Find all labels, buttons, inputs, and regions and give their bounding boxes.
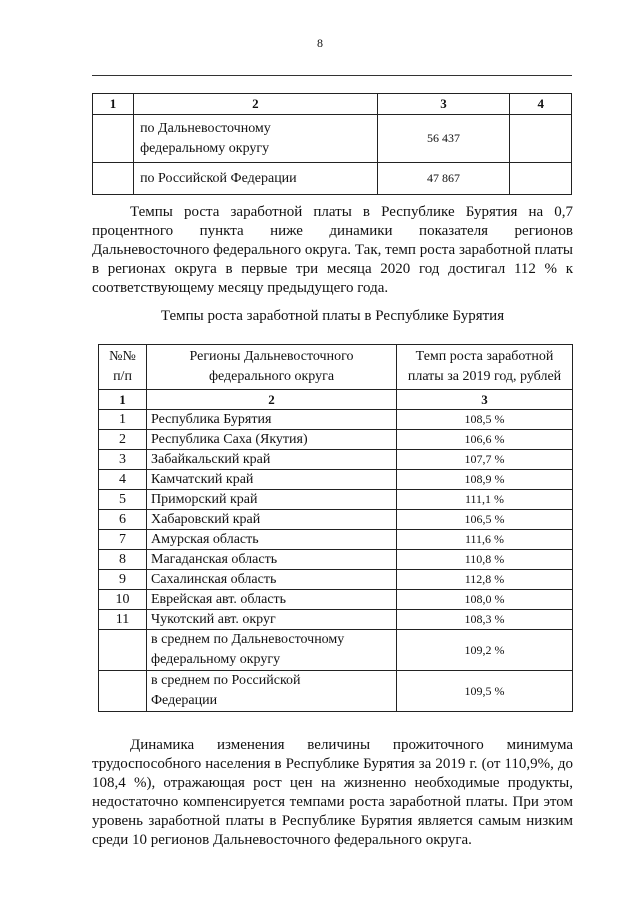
column-number-row <box>99 390 573 410</box>
region-cell: Еврейская авт. область <box>147 590 397 610</box>
row-number: 2 <box>99 430 147 450</box>
header-line: платы за 2019 год, рублей <box>407 369 562 384</box>
header-line: федерального округа <box>208 369 335 384</box>
value-cell: 108,9 % <box>397 470 573 490</box>
row-number: 4 <box>99 470 147 490</box>
header-line: №№ <box>109 349 136 364</box>
row-number: 1 <box>99 410 147 430</box>
table-row <box>99 410 573 430</box>
average-row <box>99 671 573 712</box>
table-row <box>99 590 573 610</box>
table-row <box>99 470 573 490</box>
header-line: Темп роста заработной <box>415 349 554 364</box>
region-line: по Дальневосточному <box>140 120 271 136</box>
region-cell: Амурская область <box>147 530 397 550</box>
empty-cell <box>510 163 572 195</box>
region-cell <box>134 115 378 163</box>
table-row <box>99 530 573 550</box>
value-cell: 112,8 % <box>397 570 573 590</box>
col-number: 1 <box>93 94 134 115</box>
value-cell: 111,6 % <box>397 530 573 550</box>
region-line: Федерации <box>151 693 218 708</box>
region-cell: Забайкальский край <box>147 450 397 470</box>
value-cell: 47 867 <box>377 163 510 195</box>
row-number: 11 <box>99 610 147 630</box>
table-row <box>99 570 573 590</box>
header-cell <box>397 345 573 390</box>
value-cell: 110,8 % <box>397 550 573 570</box>
value-cell: 107,7 % <box>397 450 573 470</box>
table-row <box>99 550 573 570</box>
table-title: Темпы роста заработной платы в Республике Бурятия <box>160 308 505 324</box>
value-cell: 56 437 <box>377 115 510 163</box>
table-row <box>99 490 573 510</box>
region-cell: Чукотский авт. округ <box>147 610 397 630</box>
region-line: в среднем по Дальневосточному <box>151 632 345 647</box>
header-cell <box>147 345 397 390</box>
col-number: 2 <box>147 390 397 410</box>
table-row <box>99 510 573 530</box>
region-cell <box>147 671 397 712</box>
col-number: 2 <box>134 94 378 115</box>
table-header-row <box>93 94 572 115</box>
paragraph: Темпы роста заработной платы в Республике Бурятия на 0,7 процентного пункта ниже динамики показателя регионов Дальневосточного федерального округа. Так, темп роста заработной платы в регионах округа в первые три месяца 2020 год достигал 112 % к соответствующему месяцу предыдущего года. <box>92 204 573 296</box>
value-cell: 109,5 % <box>397 671 573 712</box>
region-cell: Приморский край <box>147 490 397 510</box>
table-row <box>93 115 572 163</box>
region-cell: Республика Бурятия <box>147 410 397 430</box>
empty-cell <box>93 115 134 163</box>
row-number: 8 <box>99 550 147 570</box>
region-cell: Сахалинская область <box>147 570 397 590</box>
salary-growth-table <box>98 344 573 712</box>
value-cell: 108,5 % <box>397 410 573 430</box>
col-number: 3 <box>377 94 510 115</box>
empty-cell <box>99 630 147 671</box>
row-number: 3 <box>99 450 147 470</box>
empty-cell <box>99 671 147 712</box>
region-cell: Камчатский край <box>147 470 397 490</box>
region-cell: Магаданская область <box>147 550 397 570</box>
value-cell: 106,5 % <box>397 510 573 530</box>
table-row <box>99 430 573 450</box>
col-number: 4 <box>510 94 572 115</box>
average-row <box>99 630 573 671</box>
header-line: п/п <box>113 369 132 384</box>
table-row <box>99 610 573 630</box>
empty-cell <box>510 115 572 163</box>
table-row <box>99 450 573 470</box>
paragraph: Динамика изменения величины прожиточного минимума трудоспособного населения в Республике Бурятия за 2019 г. (от 110,9%, до 108,4 %), отражающая рост цен на жизненно необходимые продукты, недостаточно компенсируется темпами роста заработной платы. При этом уровень заработной платы в Республике Бурятия является самым низким среди 10 регионов Дальневосточного федерального округа. <box>92 737 573 848</box>
value-cell: 106,6 % <box>397 430 573 450</box>
value-cell: 108,3 % <box>397 610 573 630</box>
value-cell: 109,2 % <box>397 630 573 671</box>
region-line: в среднем по Российской <box>151 673 301 688</box>
row-number: 10 <box>99 590 147 610</box>
row-number: 9 <box>99 570 147 590</box>
table-row <box>93 163 572 195</box>
header-rule <box>92 75 572 76</box>
col-number: 3 <box>397 390 573 410</box>
value-cell: 108,0 % <box>397 590 573 610</box>
header-line: Регионы Дальневосточного <box>189 349 354 364</box>
col-number: 1 <box>99 390 147 410</box>
page-number: 8 <box>317 36 323 50</box>
row-number: 6 <box>99 510 147 530</box>
header-cell <box>99 345 147 390</box>
region-line: федеральному округу <box>151 652 281 667</box>
region-cell: Республика Саха (Якутия) <box>147 430 397 450</box>
value-cell: 111,1 % <box>397 490 573 510</box>
region-cell <box>147 630 397 671</box>
table-header-row <box>99 345 573 390</box>
region-cell: Хабаровский край <box>147 510 397 530</box>
salary-table-continuation <box>92 93 572 195</box>
empty-cell <box>93 163 134 195</box>
region-cell: по Российской Федерации <box>134 163 378 195</box>
row-number: 5 <box>99 490 147 510</box>
region-line: федеральному округу <box>140 140 270 156</box>
row-number: 7 <box>99 530 147 550</box>
